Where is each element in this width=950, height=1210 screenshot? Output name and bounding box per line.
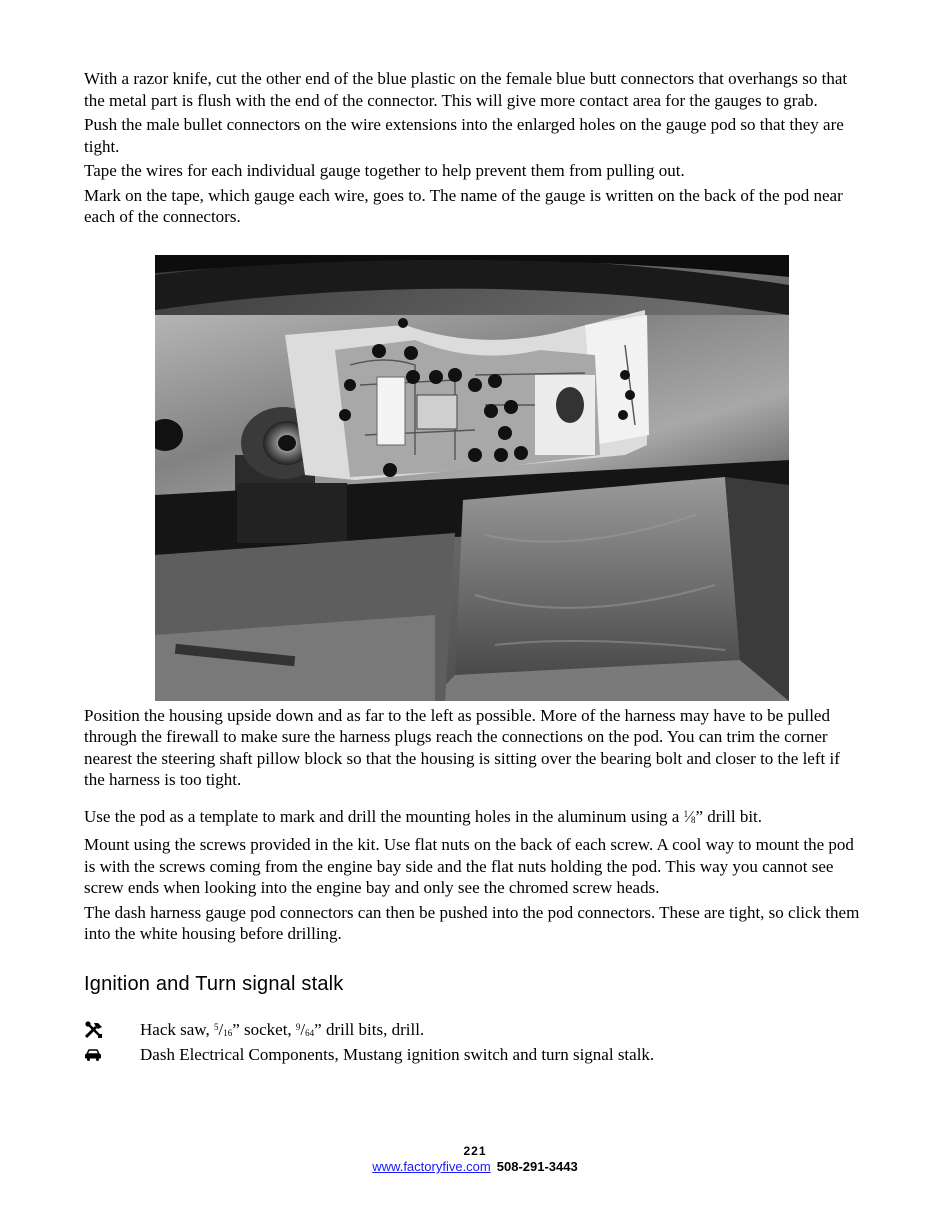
tools-icon [84, 1021, 140, 1039]
socket-fraction-num: 5 [213, 1022, 219, 1032]
tools-text: Hack saw, $^5/_{16}$” socket, $^9/_{64}$” drill bits, drill. [140, 1020, 425, 1039]
paragraph-cut-connectors: With a razor knife, cut the other end of the blue plastic on the female blue butt connectors that overhangs so that the metal part is flush with the end of the connector. This will give more contact area for the gauges to grab. [84, 69, 848, 110]
paragraph-position-housing: Position the housing upside down and as far to the left as possible. More of the harness may have to be pulled through the firewall to make sure the harness plugs reach the connections on the pod. You can trim the corner nearest the steering shaft pillow block so that the housing is sitting over the bearing bolt and closer to the left if the harness is too tight. [84, 705, 840, 789]
parts-row [84, 1043, 860, 1068]
parts-text: Dash Electrical Components, Mustang ignition switch and turn signal stalk. [140, 1045, 655, 1064]
tools-row [84, 1018, 860, 1043]
section-heading: Ignition and Turn signal stalk [84, 972, 344, 995]
paragraph-mark-tape: Mark on the tape, which gauge each wire, goes to. The name of the gauge is written on the back of the pod near each of the connectors. [84, 185, 843, 226]
car-icon [84, 1049, 140, 1061]
template-suffix: ” drill bit. [695, 806, 763, 826]
contact-line [0, 1159, 950, 1175]
phone-number: 508-291-3443 [496, 1159, 578, 1174]
page-content [84, 68, 860, 1068]
website-link[interactable]: www.factoryfive.com [372, 1159, 491, 1174]
fraction-denominator: 8 [690, 814, 696, 825]
tools-text-end: ” drill bits, drill. [314, 1020, 425, 1039]
socket-fraction-den: 16 [223, 1028, 233, 1038]
paragraph-tape-wires: Tape the wires for each individual gauge together to help prevent them from pulling out. [84, 161, 685, 180]
fraction-numerator: 1 [683, 808, 689, 819]
paragraph-template-drill: Use the pod as a template to mark and drill the mounting holes in the aluminum using a $^1⁄_8$” drill bit. [84, 806, 763, 826]
gauge-pod-photo [155, 255, 789, 701]
tools-text-start: Hack saw, [140, 1020, 214, 1039]
page-number: 221 [463, 1144, 487, 1158]
paragraph-push-bullets: Push the male bullet connectors on the wire extensions into the enlarged holes on the gauge pod so that they are tight. [84, 115, 844, 156]
drill-fraction-num: 9 [295, 1022, 301, 1032]
paragraph-harness-connectors: The dash harness gauge pod connectors can then be pushed into the pod connectors. These are tight, so click them into the white housing before drilling. [84, 902, 860, 943]
photo-container [84, 255, 860, 701]
paragraph-mount-screws: Mount using the screws provided in the kit. Use flat nuts on the back of each screw. A cool way to mount the pod is with the screws coming from the engine bay side and the flat nuts holding the pod. This way you cannot see screw ends when looking into the engine bay and only see the chromed screw heads. [84, 835, 854, 897]
tools-text-mid: ” socket, [232, 1020, 296, 1039]
template-text: Use the pod as a template to mark and drill the mounting holes in the aluminum using a [84, 806, 684, 826]
drill-fraction-den: 64 [305, 1028, 315, 1038]
page-footer [0, 1143, 950, 1175]
